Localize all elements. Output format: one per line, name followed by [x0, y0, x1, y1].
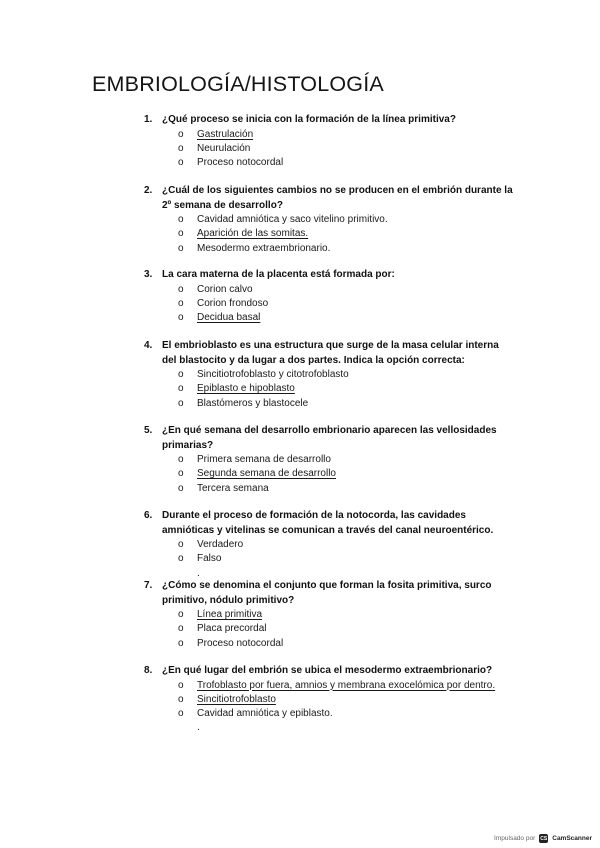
answer-option — [144, 213, 514, 227]
circle-bullet-icon: o — [178, 553, 184, 565]
scanner-watermark — [494, 834, 592, 843]
answer-option-correct — [144, 467, 514, 481]
circle-bullet-icon: o — [178, 397, 184, 409]
answer-option-text: Cavidad amniótica y epiblasto. — [197, 708, 333, 720]
answer-option — [144, 707, 514, 721]
answer-option-correct — [144, 608, 514, 622]
question-block — [144, 509, 514, 581]
camscanner-logo-icon: CS — [540, 835, 548, 842]
circle-bullet-icon: o — [178, 708, 184, 720]
circle-bullet-icon: o — [178, 454, 184, 465]
question-block — [144, 184, 514, 256]
answer-option — [144, 538, 514, 552]
question-number: 7. — [144, 580, 153, 591]
circle-bullet-icon: o — [178, 383, 184, 395]
answer-option-text: Mesodermo extraembrionario. — [197, 242, 331, 254]
answer-option — [144, 637, 514, 651]
question-block — [144, 339, 514, 411]
circle-bullet-icon: o — [178, 369, 184, 380]
answer-option-text: Trofoblasto por fuera, amnios y membrana exocelómica por dentro. — [197, 679, 496, 691]
answer-option-correct — [144, 382, 514, 396]
answer-option-text: Neurulación — [197, 142, 251, 154]
circle-bullet-icon: o — [178, 468, 184, 480]
circle-bullet-icon: o — [178, 242, 184, 254]
answer-option-correct — [144, 311, 514, 325]
answer-option-text: Gastrulación — [197, 128, 254, 140]
answer-option-text: Línea primitiva — [197, 609, 263, 620]
answer-option — [144, 482, 514, 496]
question-text: La cara materna de la placenta está formada por: — [162, 269, 395, 280]
circle-bullet-icon: o — [178, 297, 184, 309]
circle-bullet-icon: o — [178, 142, 184, 154]
question-block — [144, 268, 514, 325]
question-block — [144, 113, 514, 170]
answer-options — [144, 608, 514, 651]
answer-option — [144, 242, 514, 256]
answer-option-text: Corion frondoso — [197, 297, 269, 309]
circle-bullet-icon: o — [178, 312, 184, 324]
circle-bullet-icon: o — [178, 482, 184, 494]
question-number: 3. — [144, 269, 153, 280]
question-number: 2. — [144, 185, 153, 196]
circle-bullet-icon: o — [178, 693, 184, 705]
page-title: EMBRIOLOGÍA/HISTOLOGÍA — [92, 72, 384, 96]
answer-option — [144, 552, 514, 566]
camscanner-brand: CamScanner — [552, 835, 592, 842]
answer-options — [144, 538, 514, 567]
answer-option — [144, 622, 514, 636]
answer-option-text: Sincitiotrofoblasto y citotrofoblasto — [197, 369, 349, 380]
answer-option — [144, 283, 514, 297]
question-block — [144, 424, 514, 496]
answer-option-text: Placa precordal — [197, 623, 267, 635]
answer-option — [144, 297, 514, 311]
circle-bullet-icon: o — [178, 679, 184, 691]
question-number: 8. — [144, 665, 153, 676]
answer-option-text: Corion calvo — [197, 283, 253, 295]
circle-bullet-icon: o — [178, 128, 184, 140]
question-text: ¿Qué proceso se inicia con la formación de la línea primitiva? — [162, 114, 456, 125]
answer-option-text: Falso — [197, 553, 222, 565]
answer-options — [144, 453, 514, 496]
question-block — [144, 664, 514, 735]
answer-option-text: Epiblasto e hipoblasto — [197, 383, 295, 395]
answer-option-text: Proceso notocordal — [197, 157, 284, 169]
answer-option-correct — [144, 693, 514, 707]
answer-options — [144, 679, 514, 722]
answer-option-text: Primera semana de desarrollo — [197, 454, 331, 465]
question-text: El embrioblasto es una estructura que surge de la masa celular interna del blastocito y da lugar a dos partes. Indica la opción correcta: — [162, 340, 499, 366]
answer-option-text: Tercera semana — [197, 482, 269, 494]
question-number: 6. — [144, 510, 153, 521]
circle-bullet-icon: o — [178, 283, 184, 295]
question-text: ¿En qué semana del desarrollo embrionario aparecen las vellosidades primarias? — [162, 425, 497, 451]
answer-options — [144, 128, 514, 171]
circle-bullet-icon: o — [178, 214, 184, 225]
answer-options — [144, 368, 514, 411]
stray-period: . — [197, 567, 200, 579]
answer-option — [144, 368, 514, 382]
answer-option-correct — [144, 227, 514, 241]
answer-option-text: Proceso notocordal — [197, 637, 284, 649]
circle-bullet-icon: o — [178, 228, 184, 240]
question-text: ¿En qué lugar del embrión se ubica el mesodermo extraembrionario? — [162, 665, 493, 676]
answer-option-text: Sincitiotrofoblasto — [197, 693, 276, 705]
circle-bullet-icon: o — [178, 609, 184, 620]
circle-bullet-icon: o — [178, 637, 184, 649]
question-number: 5. — [144, 425, 153, 436]
question-text: ¿Cómo se denomina el conjunto que forman la fosita primitiva, surco primitivo, nódulo primitivo? — [162, 580, 492, 606]
answer-option — [144, 156, 514, 170]
answer-option-text: Segunda semana de desarrollo — [197, 468, 336, 480]
answer-option-text: Aparición de las somitas. — [197, 228, 309, 240]
circle-bullet-icon: o — [178, 623, 184, 635]
answer-option-text: Decidua basal — [197, 312, 261, 324]
answer-option-text: Cavidad amniótica y saco vitelino primitivo. — [197, 214, 388, 225]
answer-option-text: Blastómeros y blastocele — [197, 397, 309, 409]
answer-options — [144, 213, 514, 256]
answer-option-correct — [144, 128, 514, 142]
powered-by-text: Impulsado por — [494, 835, 536, 842]
answer-option — [144, 453, 514, 467]
question-number: 1. — [144, 114, 153, 125]
answer-option — [144, 142, 514, 156]
answer-options — [144, 283, 514, 326]
question-text: ¿Cuál de los siguientes cambios no se producen en el embrión durante la 2º semana de desarrollo? — [162, 185, 513, 211]
circle-bullet-icon: o — [178, 539, 184, 550]
question-number: 4. — [144, 340, 153, 351]
question-block — [144, 579, 514, 651]
answer-option-text: Verdadero — [197, 539, 244, 550]
question-text: Durante el proceso de formación de la notocorda, las cavidades amnióticas y vitelinas se comunican a través del canal neuroentérico. — [162, 510, 494, 536]
stray-period: . — [197, 722, 200, 734]
answer-option — [144, 397, 514, 411]
answer-option-correct — [144, 679, 514, 693]
circle-bullet-icon: o — [178, 157, 184, 169]
